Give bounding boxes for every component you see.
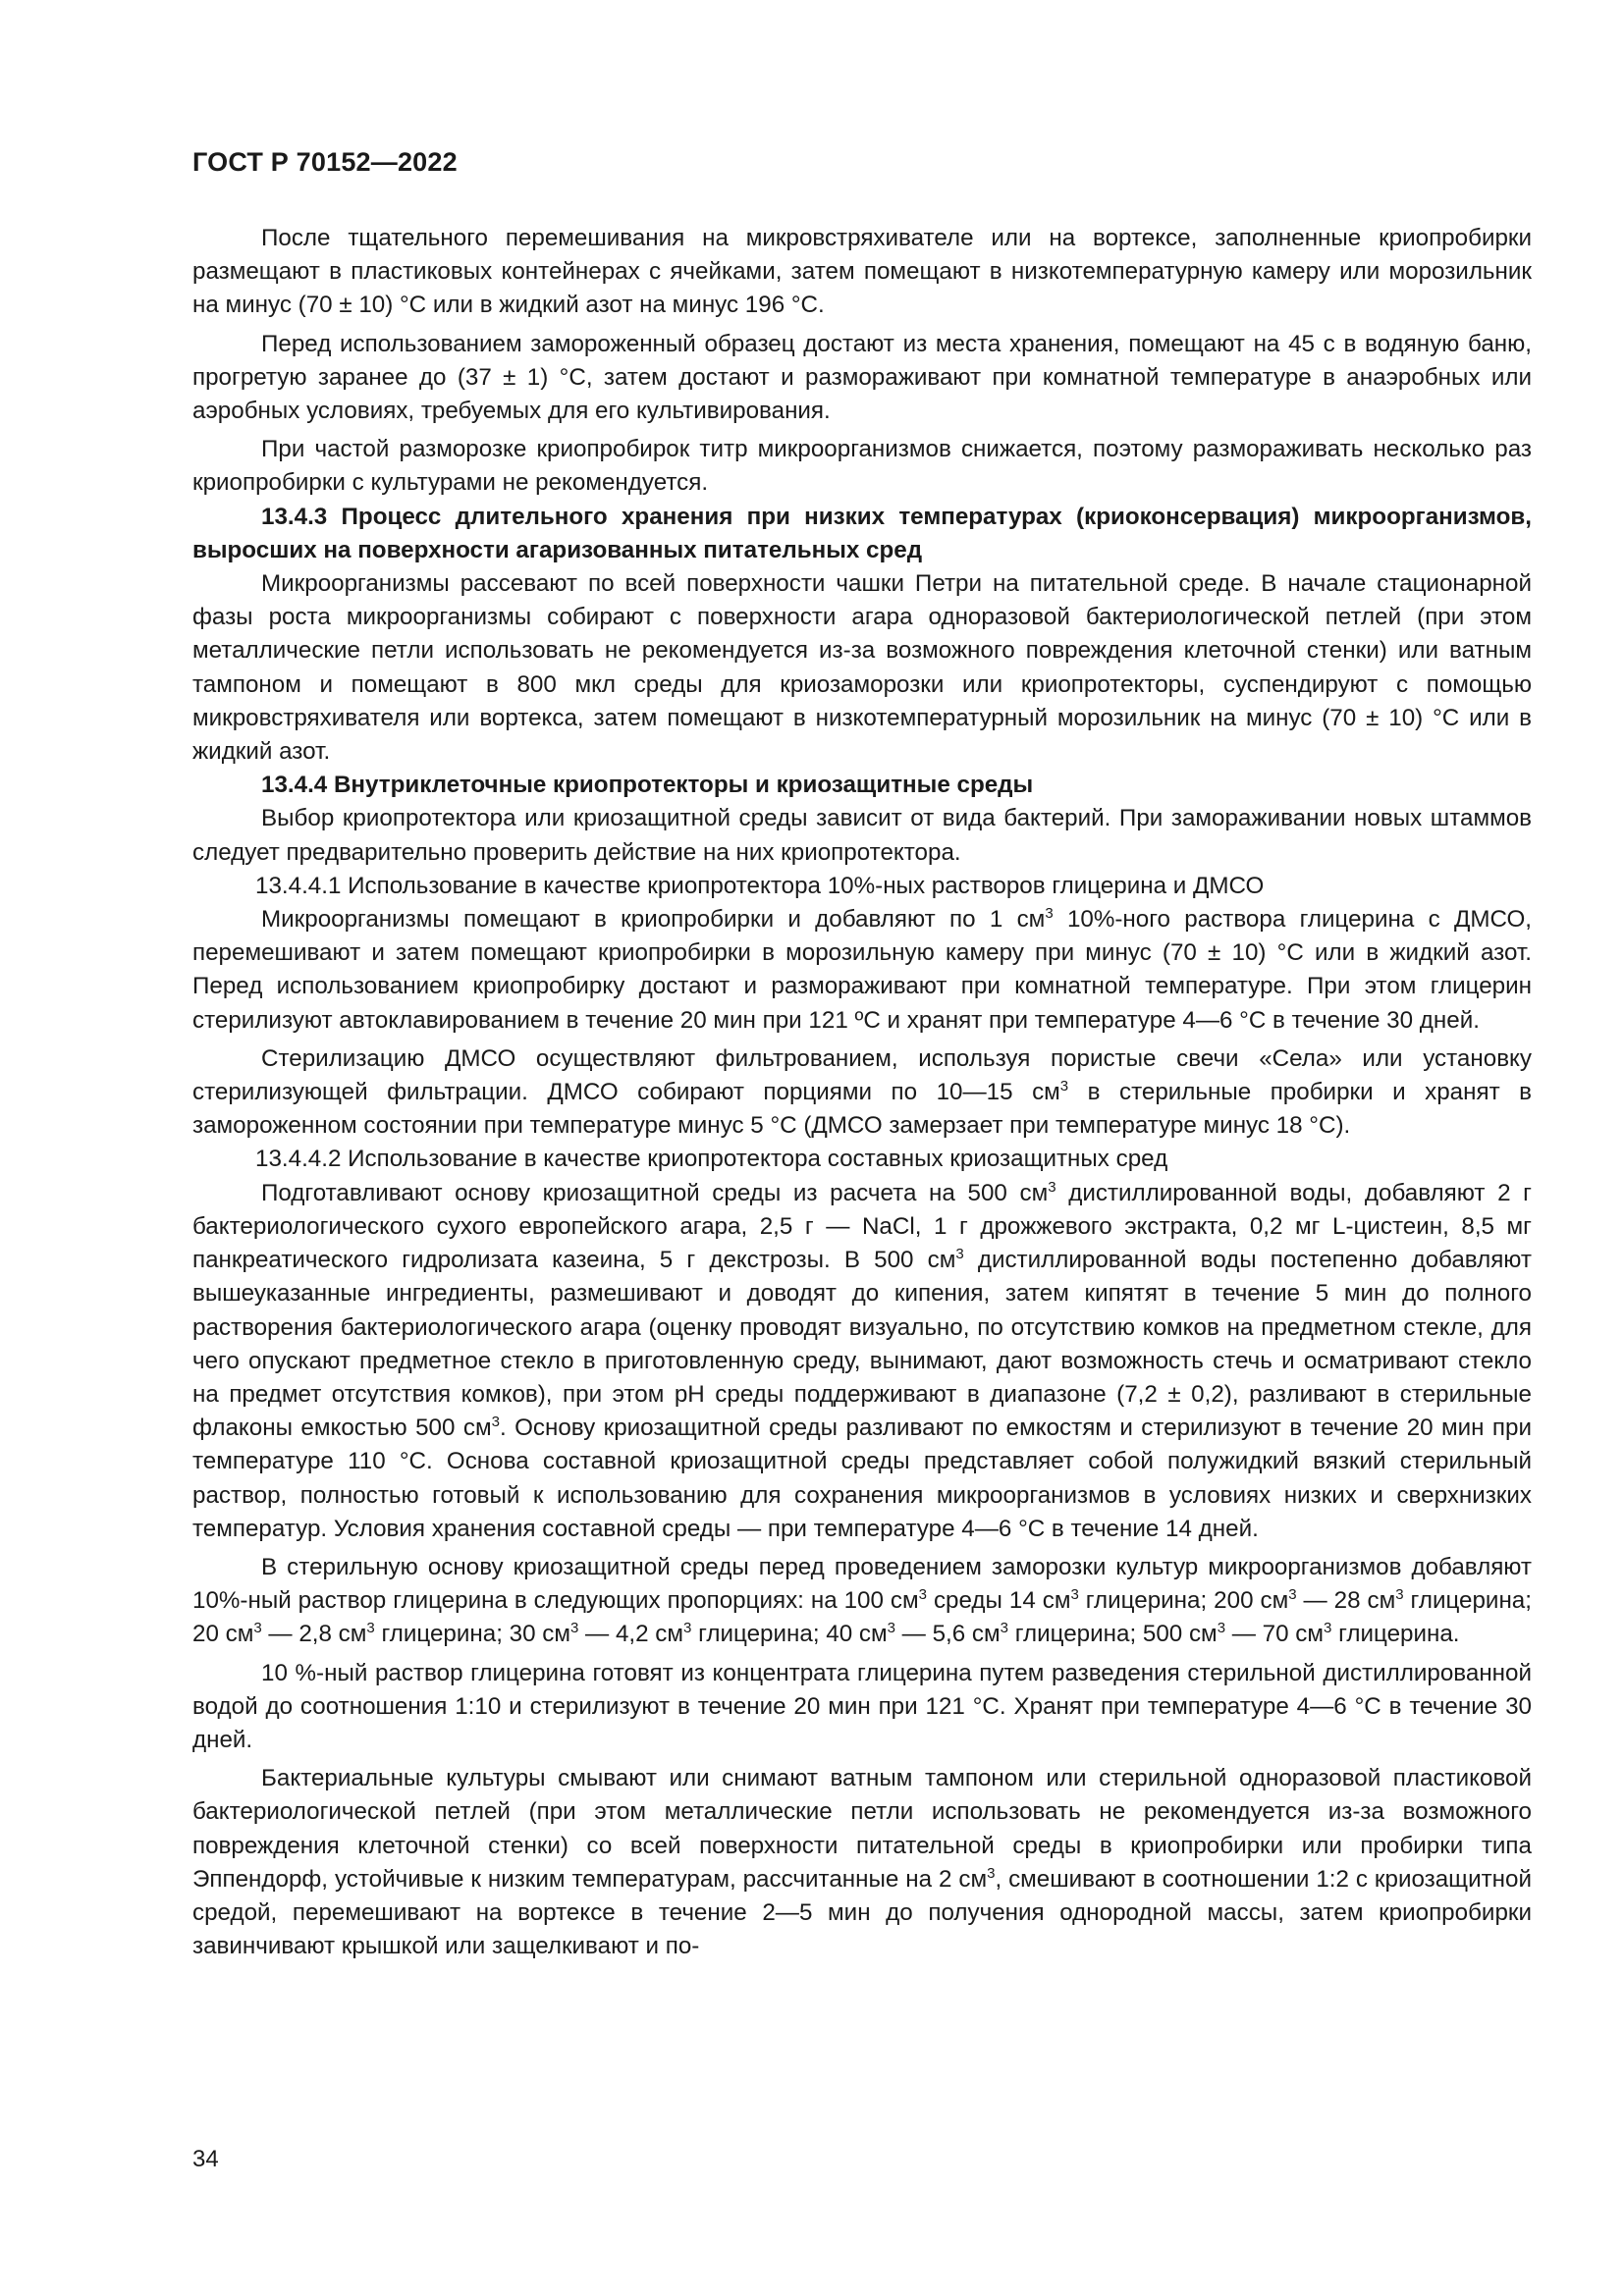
paragraph-thawing: Перед использованием замороженный образец достают из места хранения, помещают на 45 с в водяную баню, прогретую заранее до (37 ± 1) °C, затем достают и размораживают при комнатной температуре в анаэробных или аэробных условиях, требуемых для его культивирования. bbox=[192, 330, 1532, 425]
paragraph-dmso-sterilization: Стерилизацию ДМСО осуществляют фильтрованием, используя пористые свечи «Села» или установку стерилизующей фильтрации. ДМСО собирают порциями по 10—15 $см^3$ в стерильные пробирки и хранят в замороженном состоянии при температуре минус 5 °C (ДМСО замерзает при температуре минус 18 °C). bbox=[192, 1044, 1532, 1140]
paragraph-glycerol-dmso: Микроорганизмы помещают в криопробирки и добавляют по 1 $см^3$ 10%-ного раствора глицерина с ДМСО, перемешивают и затем помещают криопробирки в морозильную камеру при минус (70 ± 10) °C или в жидкий азот. Перед использованием криопробирку достают и размораживают при комнатной температуре. При этом глицерин стерилизуют автоклавированием в течение 20 мин при 121 ºC и хранят при температуре 4—6 °C в течение 30 дней. bbox=[192, 905, 1532, 1034]
section-heading-13-4-3: 13.4.3 Процесс длительного хранения при низких температурах (криоконсервация) микроорганизмов, выросших на поверхности агаризованных питательных сред bbox=[192, 503, 1532, 563]
paragraph-bacterial-cultures: Бактериальные культуры смывают или снимают ватным тампоном или стерильной одноразовой пластиковой бактериологической петлей (при этом металлические петли использовать не рекомендуется из-за возможного повреждения клеточной стенки) со всей поверхности питательной среды в криопробирки или пробирки типа Эппендорф, устойчивые к низким температурам, рассчитанные на 2 $см^3$, смешивают в соотношении 1:2 с криозащитной средой, перемешивают на вортексе в течение 2—5 мин до получения однородной массы, затем криопробирки завинчивают крышкой или защелкивают и по- bbox=[192, 1765, 1532, 1960]
document-body bbox=[192, 222, 1532, 1963]
paragraph-medium-preparation: Подготавливают основу криозащитной среды из расчета на 500 $см^3$ дистиллированной воды, добавляют 2 г бактериологического сухого европейского агара, 2,5 г — NaCl, 1 г дрожжевого экстракта, 0,2 мг L-цистеин, 8,5 мг панкреатического гидролизата казеина, 5 г декстрозы. В 500 $см^3$ дистиллированной воды постепенно добавляют вышеуказанные ингредиенты, размешивают и доводят до кипения, затем кипятят в течение 5 мин до полного растворения бактериологического агара (оценку проводят визуально, по отсутствию комков на предметном стекле, для чего опускают предметное стекло в приготовленную среду, вынимают, дают возможность стечь и осматривают стекло на предмет отсутствия комков), при этом pH среды поддерживают в диапазоне (7,2 ± 0,2), разливают в стерильные флаконы емкостью 500 $см^3$. Основу криозащитной среды разливают по емкостям и стерилизуют в течение 20 мин при температуре 110 °C. Основа составной криозащитной среды представляет собой полужидкий вязкий стерильный раствор, полностью готовый к использованию для сохранения микроорганизмов в условиях низких и сверхнизких температур. Условия хранения составной среды — при температуре 4—6 °C в течение 14 дней. bbox=[192, 1178, 1532, 1542]
section-heading-13-4-4-2: 13.4.4.2 Использование в качестве криопротектора составных криозащитных сред bbox=[255, 1146, 1168, 1173]
paragraph-glycerol-solution: 10 %-ный раствор глицерина готовят из концентрата глицерина путем разведения стерильной дистиллированной водой до соотношения 1:10 и стерилизуют в течение 20 мин при 121 °C. Хранят при температуре 4—6 °C в течение 30 дней. bbox=[192, 1659, 1532, 1753]
document-page bbox=[192, 0, 1532, 2296]
paragraph-repeated-thaw: При частой разморозке криопробирок титр микроорганизмов снижается, поэтому размораживать несколько раз криопробирки с культурами не рекомендуется. bbox=[192, 436, 1532, 497]
section-heading-13-4-4-1: 13.4.4.1 Использование в качестве криопротектора 10%-ных растворов глицерина и ДМСО bbox=[255, 872, 1265, 899]
paragraph-glycerol-proportions: В стерильную основу криозащитной среды перед проведением заморозки культур микроорганизмов добавляют 10%-ный раствор глицерина в следующих пропорциях: на 100 $см^3$ среды 14 $см^3$ глицерина; 200 $см^3$ — 28 $см^3$ глицерина; 20 $см^3$ — 2,8 $см^3$ глицерина; 30 $см^3$ — 4,2 $см^3$ глицерина; 40 $см^3$ — 5,6 $см^3$ глицерина; 500 $см^3$ — 70 $см^3$ глицерина. bbox=[192, 1553, 1532, 1648]
standard-header: ГОСТ Р 70152—2022 bbox=[192, 147, 458, 177]
paragraph-cryoprotector-choice: Выбор криопротектора или криозащитной среды зависит от вида бактерий. При замораживании новых штаммов следует предварительно проверить действие на них криопротектора. bbox=[192, 805, 1532, 866]
page-number: 34 bbox=[192, 2146, 219, 2172]
paragraph-agar-cultures: Микроорганизмы рассевают по всей поверхности чашки Петри на питательной среде. В начале стационарной фазы роста микроорганизмы собирают с поверхности агара одноразовой бактериологической петлей (при этом металлические петли использовать не рекомендуется из-за возможного повреждения клеточной стенки) или ватным тампоном и помещают в 800 мкл среды для криозаморозки или криопротекторы, суспендируют с помощью микровстряхивателя или вортекса, затем помещают в низкотемпературный морозильник на минус (70 ± 10) °C или в жидкий азот. bbox=[192, 570, 1532, 766]
section-heading-13-4-4: 13.4.4 Внутриклеточные криопротекторы и криозащитные среды bbox=[261, 772, 1034, 799]
paragraph-freezing-placement: После тщательного перемешивания на микровстряхивателе или на вортексе, заполненные криопробирки размещают в пластиковых контейнерах с ячейками, затем помещают в низкотемпературную камеру или морозильник на минус (70 ± 10) °C или в жидкий азот на минус 196 °C. bbox=[192, 225, 1532, 319]
